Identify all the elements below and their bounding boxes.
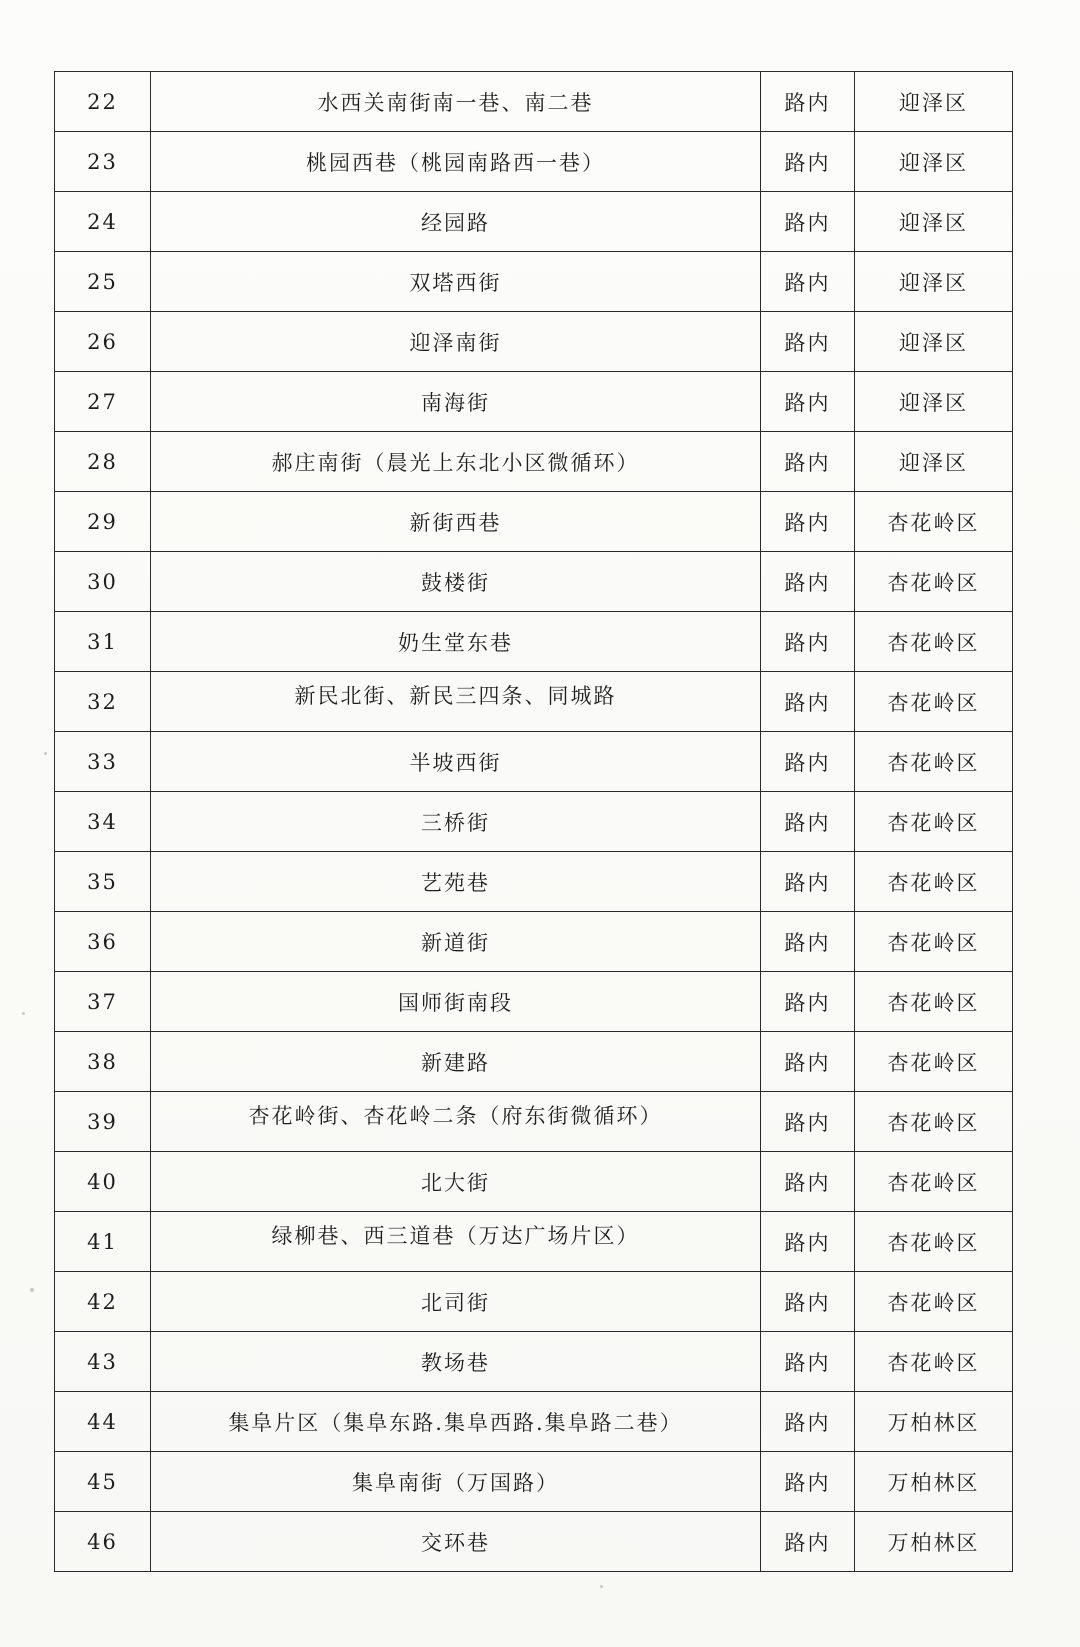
district-cell: 杏花岭区 (855, 1272, 1013, 1332)
district-cell: 杏花岭区 (855, 732, 1013, 792)
district-cell: 杏花岭区 (855, 1092, 1013, 1152)
road-name-cell: 水西关南街南一巷、南二巷 (151, 72, 761, 132)
district-cell: 杏花岭区 (855, 972, 1013, 1032)
table-row (55, 1452, 1013, 1512)
road-name-cell: 奶生堂东巷 (151, 612, 761, 672)
table-row (55, 1212, 1013, 1272)
district-cell: 万柏林区 (855, 1512, 1013, 1572)
row-number-cell: 45 (55, 1452, 151, 1512)
parking-type-cell: 路内 (761, 132, 855, 192)
row-number-cell: 41 (55, 1212, 151, 1272)
road-name-cell: 北大街 (151, 1152, 761, 1212)
table-row (55, 492, 1013, 552)
district-cell: 杏花岭区 (855, 612, 1013, 672)
road-name-cell: 杏花岭街、杏花岭二条（府东街微循环） (151, 1092, 761, 1152)
scan-speck (30, 1288, 34, 1292)
road-name-cell: 集阜南街（万国路） (151, 1452, 761, 1512)
row-number-cell: 33 (55, 732, 151, 792)
district-cell: 杏花岭区 (855, 492, 1013, 552)
district-cell: 杏花岭区 (855, 1332, 1013, 1392)
district-cell: 杏花岭区 (855, 912, 1013, 972)
district-cell: 万柏林区 (855, 1452, 1013, 1512)
table-row (55, 1152, 1013, 1212)
road-name-cell: 新道街 (151, 912, 761, 972)
table-row (55, 252, 1013, 312)
parking-type-cell: 路内 (761, 552, 855, 612)
road-name-cell: 三桥街 (151, 792, 761, 852)
table-row (55, 1032, 1013, 1092)
row-number-cell: 37 (55, 972, 151, 1032)
district-cell: 迎泽区 (855, 312, 1013, 372)
table-row (55, 732, 1013, 792)
road-name-cell: 教场巷 (151, 1332, 761, 1392)
row-number-cell: 32 (55, 672, 151, 732)
district-cell: 杏花岭区 (855, 552, 1013, 612)
parking-type-cell: 路内 (761, 252, 855, 312)
district-cell: 迎泽区 (855, 372, 1013, 432)
row-number-cell: 28 (55, 432, 151, 492)
parking-type-cell: 路内 (761, 1452, 855, 1512)
row-number-cell: 29 (55, 492, 151, 552)
district-cell: 迎泽区 (855, 132, 1013, 192)
parking-type-cell: 路内 (761, 192, 855, 252)
table-row (55, 1512, 1013, 1572)
parking-type-cell: 路内 (761, 1092, 855, 1152)
row-number-cell: 24 (55, 192, 151, 252)
table-body (55, 72, 1013, 1572)
row-number-cell: 40 (55, 1152, 151, 1212)
parking-type-cell: 路内 (761, 672, 855, 732)
table-row (55, 672, 1013, 732)
row-number-cell: 36 (55, 912, 151, 972)
parking-type-cell: 路内 (761, 1392, 855, 1452)
road-name-cell: 桃园西巷（桃园南路西一巷） (151, 132, 761, 192)
parking-type-cell: 路内 (761, 1512, 855, 1572)
row-number-cell: 31 (55, 612, 151, 672)
row-number-cell: 34 (55, 792, 151, 852)
table-row (55, 792, 1013, 852)
district-cell: 迎泽区 (855, 432, 1013, 492)
district-cell: 万柏林区 (855, 1392, 1013, 1452)
road-name-cell: 国师街南段 (151, 972, 761, 1032)
district-cell: 杏花岭区 (855, 1152, 1013, 1212)
row-number-cell: 39 (55, 1092, 151, 1152)
road-name-cell: 新街西巷 (151, 492, 761, 552)
road-name-cell: 南海街 (151, 372, 761, 432)
road-name-cell: 北司街 (151, 1272, 761, 1332)
road-name-cell: 集阜片区（集阜东路.集阜西路.集阜路二巷） (151, 1392, 761, 1452)
row-number-cell: 22 (55, 72, 151, 132)
district-cell: 杏花岭区 (855, 852, 1013, 912)
table-row (55, 552, 1013, 612)
district-cell: 迎泽区 (855, 252, 1013, 312)
scan-speck (44, 752, 47, 755)
table-row (55, 1092, 1013, 1152)
table-row (55, 852, 1013, 912)
road-name-cell: 鼓楼街 (151, 552, 761, 612)
table-row (55, 192, 1013, 252)
road-name-cell: 新建路 (151, 1032, 761, 1092)
table-row (55, 432, 1013, 492)
road-name-cell: 新民北街、新民三四条、同城路 (151, 672, 761, 732)
table-row (55, 72, 1013, 132)
row-number-cell: 26 (55, 312, 151, 372)
row-number-cell: 44 (55, 1392, 151, 1452)
road-name-cell: 交环巷 (151, 1512, 761, 1572)
parking-type-cell: 路内 (761, 852, 855, 912)
table-row (55, 132, 1013, 192)
row-number-cell: 23 (55, 132, 151, 192)
parking-type-cell: 路内 (761, 912, 855, 972)
table-row (55, 312, 1013, 372)
parking-type-cell: 路内 (761, 1272, 855, 1332)
road-name-cell: 绿柳巷、西三道巷（万达广场片区） (151, 1212, 761, 1272)
parking-type-cell: 路内 (761, 492, 855, 552)
road-name-cell: 郝庄南街（晨光上东北小区微循环） (151, 432, 761, 492)
district-cell: 迎泽区 (855, 192, 1013, 252)
parking-type-cell: 路内 (761, 1032, 855, 1092)
district-cell: 迎泽区 (855, 72, 1013, 132)
row-number-cell: 25 (55, 252, 151, 312)
road-name-cell: 迎泽南街 (151, 312, 761, 372)
scan-speck (22, 1012, 25, 1015)
row-number-cell: 38 (55, 1032, 151, 1092)
scan-speck (600, 1585, 603, 1588)
parking-type-cell: 路内 (761, 1152, 855, 1212)
road-name-cell: 半坡西街 (151, 732, 761, 792)
parking-type-cell: 路内 (761, 432, 855, 492)
parking-type-cell: 路内 (761, 372, 855, 432)
district-cell: 杏花岭区 (855, 672, 1013, 732)
row-number-cell: 27 (55, 372, 151, 432)
table-row (55, 1272, 1013, 1332)
parking-type-cell: 路内 (761, 312, 855, 372)
road-name-cell: 双塔西街 (151, 252, 761, 312)
district-cell: 杏花岭区 (855, 792, 1013, 852)
table-row (55, 612, 1013, 672)
parking-type-cell: 路内 (761, 1212, 855, 1272)
parking-type-cell: 路内 (761, 612, 855, 672)
table-row (55, 912, 1013, 972)
table-row (55, 1332, 1013, 1392)
parking-road-table (54, 71, 1013, 1572)
district-cell: 杏花岭区 (855, 1212, 1013, 1272)
row-number-cell: 46 (55, 1512, 151, 1572)
row-number-cell: 35 (55, 852, 151, 912)
row-number-cell: 43 (55, 1332, 151, 1392)
parking-type-cell: 路内 (761, 792, 855, 852)
parking-type-cell: 路内 (761, 972, 855, 1032)
road-name-cell: 艺苑巷 (151, 852, 761, 912)
row-number-cell: 42 (55, 1272, 151, 1332)
table-row (55, 972, 1013, 1032)
table-row (55, 372, 1013, 432)
table-row (55, 1392, 1013, 1452)
row-number-cell: 30 (55, 552, 151, 612)
parking-type-cell: 路内 (761, 72, 855, 132)
district-cell: 杏花岭区 (855, 1032, 1013, 1092)
parking-type-cell: 路内 (761, 1332, 855, 1392)
parking-type-cell: 路内 (761, 732, 855, 792)
road-name-cell: 经园路 (151, 192, 761, 252)
